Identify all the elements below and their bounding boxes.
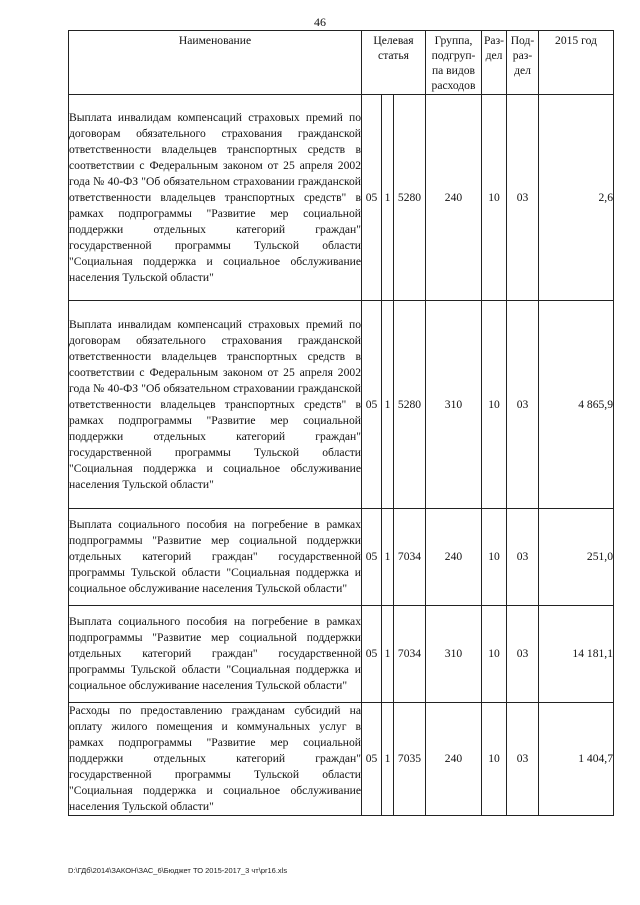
table-row (69, 95, 614, 301)
row-code-c: 7034 (394, 606, 426, 703)
row-subsection: 03 (507, 606, 539, 703)
header-row (69, 31, 614, 95)
table-row (69, 301, 614, 509)
row-code-b: 1 (382, 95, 394, 301)
row-section: 10 (482, 606, 507, 703)
row-code-c: 5280 (394, 95, 426, 301)
row-subsection: 03 (507, 703, 539, 816)
page-number: 46 (314, 15, 326, 29)
row-code-b: 1 (382, 606, 394, 703)
table-row (69, 703, 614, 816)
header-name: Наименование (69, 31, 362, 95)
row-name: Выплата социального пособия на погребение в рамках подпрограммы "Развитие мер социальной поддержки отдельных категорий граждан" государственной программы Тульской области "Социальная поддержка и социальное обслуживание населения Тульской области" (69, 509, 362, 606)
row-group: 310 (426, 301, 482, 509)
row-group: 310 (426, 606, 482, 703)
row-section: 10 (482, 509, 507, 606)
table-row (69, 606, 614, 703)
row-code-b: 1 (382, 301, 394, 509)
row-name: Выплата инвалидам компенсаций страховых премий по договорам обязательного страхования гражданской ответственности владельцев транспортных средств в соответствии с Федеральным законом от 25 апреля 2002 года № 40-ФЗ "Об обязательном страховании гражданской ответственности владельцев транспортных средств" в рамках подпрограммы "Развитие мер социальной поддержки отдельных категорий граждан" государственной программы Тульской области "Социальная поддержка и социальное обслуживание населения Тульской области" (69, 301, 362, 509)
row-group: 240 (426, 509, 482, 606)
header-expense-group: Группа, подгруп-па видов расходов (426, 31, 482, 95)
row-amount: 14 181,1 (539, 606, 614, 703)
row-code-a: 05 (362, 509, 382, 606)
budget-table (68, 30, 614, 816)
header-subsection: Под-раз-дел (507, 31, 539, 95)
header-year: 2015 год (539, 31, 614, 95)
row-section: 10 (482, 95, 507, 301)
row-section: 10 (482, 301, 507, 509)
row-name: Расходы по предоставлению гражданам субсидий на оплату жилого помещения и коммунальных услуг в рамках подпрограммы "Развитие мер социальной поддержки отдельных категорий граждан" государственной программы Тульской области "Социальная поддержка и социальное обслуживание населения Тульской области" (69, 703, 362, 816)
row-code-b: 1 (382, 509, 394, 606)
row-code-a: 05 (362, 703, 382, 816)
row-name: Выплата социального пособия на погребение в рамках подпрограммы "Развитие мер социальной поддержки отдельных категорий граждан" государственной программы Тульской области "Социальная поддержка и социальное обслуживание населения Тульской области" (69, 606, 362, 703)
row-group: 240 (426, 95, 482, 301)
row-code-a: 05 (362, 95, 382, 301)
row-code-c: 5280 (394, 301, 426, 509)
header-target-article: Целевая статья (362, 31, 426, 95)
footer-file-path: D:\ГДб\2014\ЗАКОН\ЗАС_6\Бюджет ТО 2015-2017_3 чт\pr16.xls (68, 866, 288, 875)
table-row (69, 509, 614, 606)
row-amount: 2,6 (539, 95, 614, 301)
row-code-c: 7034 (394, 509, 426, 606)
row-amount: 1 404,7 (539, 703, 614, 816)
row-section: 10 (482, 703, 507, 816)
row-amount: 4 865,9 (539, 301, 614, 509)
row-group: 240 (426, 703, 482, 816)
row-code-c: 7035 (394, 703, 426, 816)
row-code-a: 05 (362, 301, 382, 509)
row-subsection: 03 (507, 301, 539, 509)
header-section: Раз-дел (482, 31, 507, 95)
row-code-a: 05 (362, 606, 382, 703)
row-amount: 251,0 (539, 509, 614, 606)
row-subsection: 03 (507, 95, 539, 301)
row-code-b: 1 (382, 703, 394, 816)
row-name: Выплата инвалидам компенсаций страховых премий по договорам обязательного страхования гражданской ответственности владельцев транспортных средств в соответствии с Федеральным законом от 25 апреля 2002 года № 40-ФЗ "Об обязательном страховании гражданской ответственности владельцев транспортных средств" в рамках подпрограммы "Развитие мер социальной поддержки отдельных категорий граждан" государственной программы Тульской области "Социальная поддержка и социальное обслуживание населения Тульской области" (69, 95, 362, 301)
row-subsection: 03 (507, 509, 539, 606)
